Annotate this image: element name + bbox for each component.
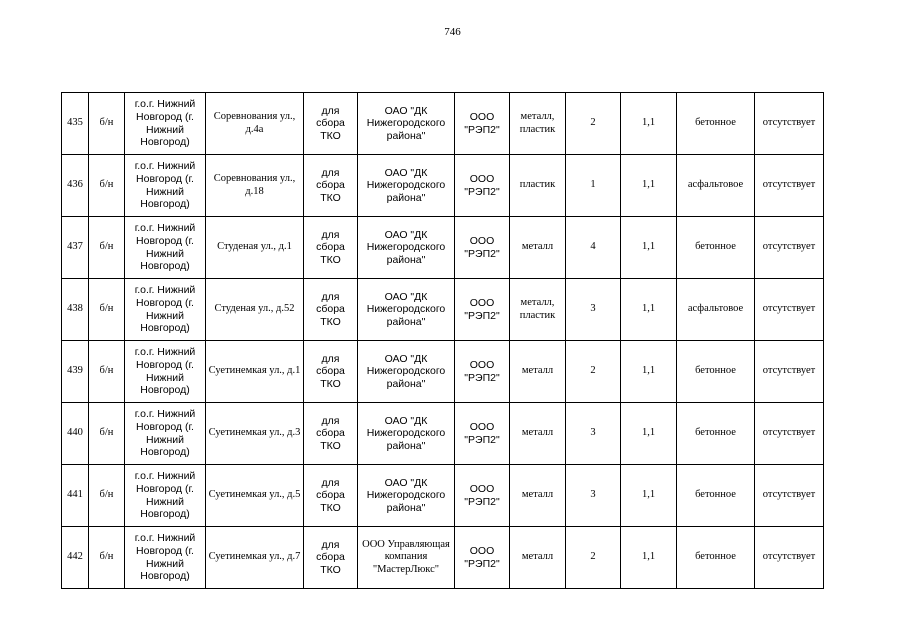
cell-material: пластик — [510, 155, 566, 217]
cell-owner: ОАО "ДК Нижегородского района" — [358, 341, 455, 403]
cell-fence: отсутствует — [755, 341, 824, 403]
cell-count: 3 — [566, 465, 621, 527]
cell-count: 2 — [566, 93, 621, 155]
cell-operator: ООО "РЭП2" — [455, 341, 510, 403]
cell-owner: ОАО "ДК Нижегородского района" — [358, 403, 455, 465]
cell-number: 441 — [62, 465, 89, 527]
cell-house: б/н — [89, 465, 125, 527]
cell-surface: бетонное — [677, 465, 755, 527]
cell-count: 2 — [566, 341, 621, 403]
table-row — [62, 341, 824, 403]
cell-house: б/н — [89, 93, 125, 155]
cell-number: 436 — [62, 155, 89, 217]
cell-settlement: г.о.г. Нижний Новгород (г. Нижний Новгород) — [125, 217, 206, 279]
cell-purpose: для сбора ТКО — [304, 403, 358, 465]
cell-number: 439 — [62, 341, 89, 403]
table-row — [62, 403, 824, 465]
cell-address: Студеная ул., д.52 — [206, 279, 304, 341]
table-row — [62, 527, 824, 589]
page-number: 746 — [444, 26, 461, 38]
cell-address: Суетинемкая ул., д.5 — [206, 465, 304, 527]
cell-owner: ОАО "ДК Нижегородского района" — [358, 465, 455, 527]
cell-surface: асфальтовое — [677, 155, 755, 217]
cell-count: 2 — [566, 527, 621, 589]
cell-address: Суетинемкая ул., д.3 — [206, 403, 304, 465]
cell-house: б/н — [89, 527, 125, 589]
cell-purpose: для сбора ТКО — [304, 527, 358, 589]
cell-volume: 1,1 — [621, 403, 677, 465]
cell-surface: бетонное — [677, 403, 755, 465]
cell-settlement: г.о.г. Нижний Новгород (г. Нижний Новгород) — [125, 93, 206, 155]
cell-material: металл — [510, 465, 566, 527]
cell-purpose: для сбора ТКО — [304, 155, 358, 217]
cell-purpose: для сбора ТКО — [304, 93, 358, 155]
cell-settlement: г.о.г. Нижний Новгород (г. Нижний Новгород) — [125, 341, 206, 403]
cell-material: металл — [510, 527, 566, 589]
cell-owner: ОАО "ДК Нижегородского района" — [358, 155, 455, 217]
cell-fence: отсутствует — [755, 155, 824, 217]
cell-volume: 1,1 — [621, 465, 677, 527]
cell-owner: ОАО "ДК Нижегородского района" — [358, 217, 455, 279]
cell-count: 1 — [566, 155, 621, 217]
cell-address: Студеная ул., д.1 — [206, 217, 304, 279]
cell-fence: отсутствует — [755, 217, 824, 279]
cell-settlement: г.о.г. Нижний Новгород (г. Нижний Новгород) — [125, 279, 206, 341]
cell-settlement: г.о.г. Нижний Новгород (г. Нижний Новгород) — [125, 465, 206, 527]
cell-owner: ООО Управляющая компания "МастерЛюкс" — [358, 527, 455, 589]
cell-owner: ОАО "ДК Нижегородского района" — [358, 279, 455, 341]
registry-table-body — [62, 93, 824, 589]
cell-volume: 1,1 — [621, 155, 677, 217]
cell-volume: 1,1 — [621, 93, 677, 155]
cell-house: б/н — [89, 217, 125, 279]
cell-operator: ООО "РЭП2" — [455, 465, 510, 527]
cell-address: Суетинемкая ул., д.7 — [206, 527, 304, 589]
cell-surface: бетонное — [677, 527, 755, 589]
cell-number: 442 — [62, 527, 89, 589]
cell-number: 440 — [62, 403, 89, 465]
cell-volume: 1,1 — [621, 217, 677, 279]
registry-table — [61, 92, 824, 589]
cell-surface: бетонное — [677, 93, 755, 155]
cell-material: металл — [510, 403, 566, 465]
cell-number: 438 — [62, 279, 89, 341]
cell-material: металл — [510, 217, 566, 279]
cell-settlement: г.о.г. Нижний Новгород (г. Нижний Новгород) — [125, 155, 206, 217]
cell-fence: отсутствует — [755, 465, 824, 527]
cell-surface: бетонное — [677, 217, 755, 279]
cell-purpose: для сбора ТКО — [304, 279, 358, 341]
cell-fence: отсутствует — [755, 403, 824, 465]
cell-count: 3 — [566, 403, 621, 465]
cell-settlement: г.о.г. Нижний Новгород (г. Нижний Новгород) — [125, 403, 206, 465]
cell-owner: ОАО "ДК Нижегородского района" — [358, 93, 455, 155]
cell-operator: ООО "РЭП2" — [455, 527, 510, 589]
cell-fence: отсутствует — [755, 93, 824, 155]
cell-surface: асфальтовое — [677, 279, 755, 341]
cell-house: б/н — [89, 403, 125, 465]
cell-operator: ООО "РЭП2" — [455, 93, 510, 155]
cell-house: б/н — [89, 279, 125, 341]
cell-purpose: для сбора ТКО — [304, 465, 358, 527]
cell-house: б/н — [89, 341, 125, 403]
cell-fence: отсутствует — [755, 527, 824, 589]
cell-operator: ООО "РЭП2" — [455, 217, 510, 279]
cell-count: 3 — [566, 279, 621, 341]
cell-purpose: для сбора ТКО — [304, 341, 358, 403]
cell-operator: ООО "РЭП2" — [455, 155, 510, 217]
cell-house: б/н — [89, 155, 125, 217]
cell-material: металл, пластик — [510, 93, 566, 155]
cell-material: металл, пластик — [510, 279, 566, 341]
cell-operator: ООО "РЭП2" — [455, 279, 510, 341]
cell-fence: отсутствует — [755, 279, 824, 341]
table-row — [62, 465, 824, 527]
cell-volume: 1,1 — [621, 341, 677, 403]
cell-count: 4 — [566, 217, 621, 279]
cell-address: Суетинемкая ул., д.1 — [206, 341, 304, 403]
cell-purpose: для сбора ТКО — [304, 217, 358, 279]
cell-volume: 1,1 — [621, 279, 677, 341]
table-row — [62, 217, 824, 279]
cell-surface: бетонное — [677, 341, 755, 403]
table-row — [62, 93, 824, 155]
cell-operator: ООО "РЭП2" — [455, 403, 510, 465]
cell-address: Соревнования ул., д.18 — [206, 155, 304, 217]
cell-settlement: г.о.г. Нижний Новгород (г. Нижний Новгород) — [125, 527, 206, 589]
cell-volume: 1,1 — [621, 527, 677, 589]
cell-material: металл — [510, 341, 566, 403]
table-row — [62, 279, 824, 341]
cell-number: 437 — [62, 217, 89, 279]
cell-number: 435 — [62, 93, 89, 155]
table-row — [62, 155, 824, 217]
cell-address: Соревнования ул., д.4а — [206, 93, 304, 155]
